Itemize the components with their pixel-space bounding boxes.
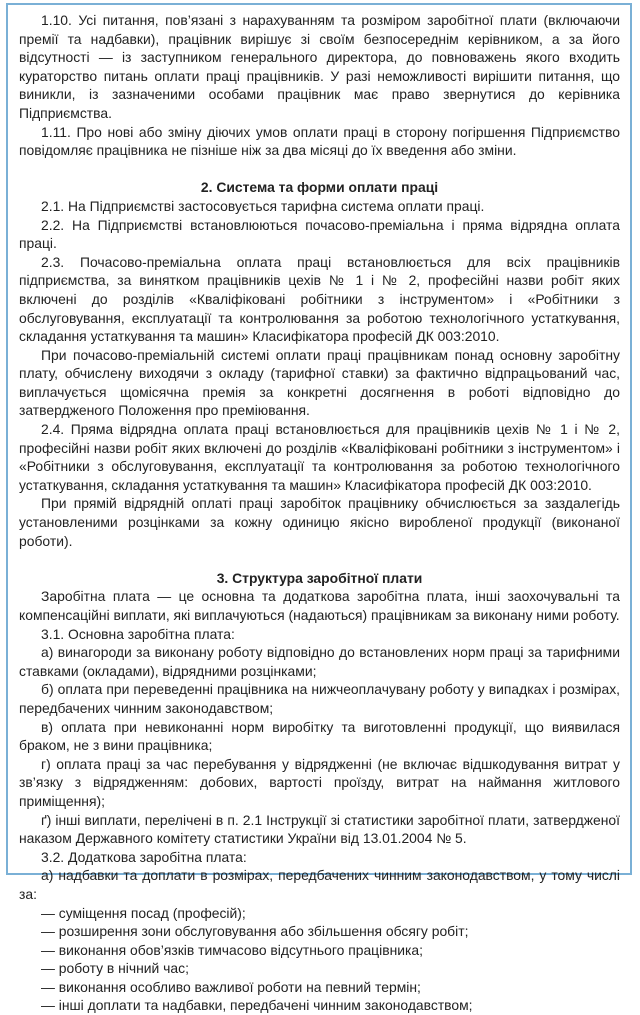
- list-item: — інші доплати та надбавки, передбачені чинним законодавством;: [41, 997, 473, 1014]
- paragraph-2-4: 2.4. Пряма відрядна оплата праці встановлюється для працівників цехів № 1 і № 2, професійні назви робіт яких включені до розділів «Кваліфіковані робітники з інструментом» і «Робітники з обслуговування, експлуатації та контролювання за роботою технологічного устаткування, складання устаткування та машин» Класифікатора професій ДК 003:2010.: [19, 421, 620, 493]
- list-item: — суміщення посад (професій);: [41, 904, 246, 921]
- item-3-1-g: г) оплата праці за час перебування у відрядженні (не включає відшкодування витрат у зв’язку з відрядженням: добових, вартості проїзду, витрат на наймання житлового приміщення);: [19, 755, 620, 809]
- paragraph-2-4-continued: При прямій відрядній оплаті праці заробіток працівнику обчислюється за заздалегідь установленими розцінками за кожну одиницю якісно виробленої продукції (виконаної роботи).: [19, 495, 620, 549]
- paragraph-1-10: 1.10. Усі питання, пов’язані з нарахуванням та розміром заробітної плати (включаючи премії та надбавки), працівник вирішує зі своїм безпосереднім керівником, а за його відсутності — із заступником генерального директора, до повноважень якого входить кураторство питань оплати праці працівників. У разі неможливості вирішити питання, що виникли, із зазначеними особами працівник має право звернутися до керівника Підприємства.: [19, 12, 620, 121]
- document-body: [8, 5, 630, 1014]
- paragraph-2-2: 2.2. На Підприємстві встановлюються почасово-преміальна і пряма відрядна оплата праці.: [19, 216, 620, 252]
- section-3-heading: 3. Структура заробітної плати: [216, 569, 423, 586]
- item-3-1-g2: ґ) інші виплати, перелічені в п. 2.1 Інструкції зі статистики заробітної плати, затвердженої наказом Державного комітету статистики України від 13.01.2004 № 5.: [19, 811, 620, 847]
- paragraph-1-11: 1.11. Про нові або зміну діючих умов оплати праці в сторону погіршення Підприємство повідомляє працівника не пізніше ніж за два місяці до їх введення або зміни.: [19, 123, 620, 159]
- section-2-heading: 2. Система та форми оплати праці: [200, 179, 439, 196]
- paragraph-3-intro: Заробітна плата — це основна та додаткова заробітна плата, інші заохочувальні та компенсаційні виплати, які виплачуються (надаються) працівникам за виконану ними роботу.: [19, 588, 620, 623]
- paragraph-2-3: 2.3. Почасово-преміальна оплата праці встановлюється для всіх працівників підприємства, за винятком працівників цехів № 1 і № 2, професійні назви робіт яких включені до розділів «Кваліфіковані робітники з інструментом» і «Робітники з обслуговування, експлуатації та контролювання за роботою технологічного устаткування, складання устаткування та машин» Класифікатора професій ДК 003:2010.: [19, 253, 620, 345]
- list-item: — виконання обов’язків тимчасово відсутнього працівника;: [41, 941, 423, 958]
- list-item: — розширення зони обслуговування або збільшення обсягу робіт;: [41, 923, 469, 940]
- paragraph-3-1: 3.1. Основна заробітна плата:: [41, 625, 235, 642]
- item-3-1-b: б) оплата при переведенні працівника на нижчеоплачувану роботу у випадках і розмірах, передбачених чинним законодавством;: [19, 681, 620, 716]
- paragraph-3-2: 3.2. Додаткова заробітна плата:: [41, 848, 247, 865]
- list-item: — роботу в нічний час;: [41, 960, 189, 977]
- document-frame: [6, 3, 632, 1014]
- paragraph-2-1: 2.1. На Підприємстві застосовується тарифна система оплати праці.: [41, 197, 485, 214]
- list-item: — виконання особливо важливої роботи на певний термін;: [41, 978, 421, 995]
- paragraph-2-3-continued: При почасово-преміальній системі оплати праці працівникам понад основну заробітну плату, обчислену виходячи з окладу (тарифної ставки) за фактично відпрацьований час, виплачується щомісячна премія за конкретні досягнення в роботі відповідно до затвердженого Положення про преміювання.: [19, 346, 620, 419]
- item-3-1-a: а) винагороди за виконану роботу відповідно до встановлених норм праці за тарифними ставками (окладами), відрядними розцінками;: [19, 644, 620, 679]
- item-3-1-v: в) оплата при невиконанні норм виробітку та виготовленні продукції, що виявилася браком, не з вини працівника;: [19, 718, 620, 754]
- item-3-2-a: а) надбавки та доплати в розмірах, передбачених чинним законодавством, у тому числі за:: [19, 867, 620, 902]
